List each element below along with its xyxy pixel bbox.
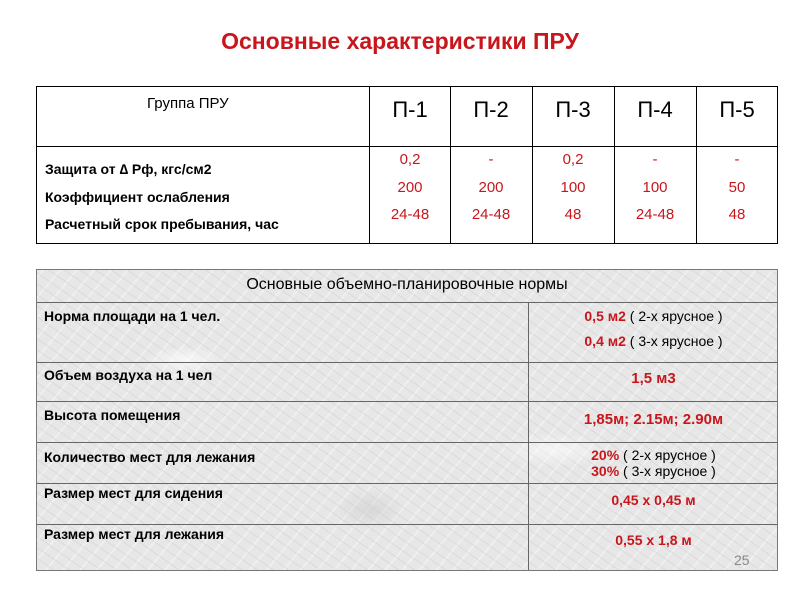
- norm-label-area: Норма площади на 1 чел.: [44, 308, 221, 324]
- norms-table-header: Основные объемно-планировочные нормы: [246, 276, 568, 293]
- norm-value-bed-size: 0,55 х 1,8 м: [615, 532, 692, 548]
- column-header-p2: П-2: [473, 97, 509, 122]
- cell-value: -: [734, 151, 740, 168]
- cell-value: 100: [642, 179, 668, 196]
- norm-note: ( 3-х ярусное ): [623, 463, 716, 479]
- cell-value: 0,2: [399, 151, 421, 168]
- norm-value: 30%: [591, 463, 620, 479]
- group-label: Группа ПРУ: [147, 95, 229, 112]
- norm-value: 0,4 м2: [584, 333, 626, 349]
- column-header-p3: П-3: [555, 97, 591, 122]
- cell-value: 100: [560, 179, 586, 196]
- norms-table: [36, 269, 778, 571]
- norm-label-bed-size: Размер мест для лежания: [44, 526, 225, 542]
- cell-value: 50: [728, 179, 746, 196]
- page-number: 25: [734, 552, 750, 568]
- row-label-attenuation: Коэффициент ослабления: [45, 189, 230, 205]
- row-label-stay-duration: Расчетный срок пребывания, час: [45, 216, 279, 232]
- row-divider: [37, 442, 777, 443]
- norm-note: ( 2-х ярусное ): [623, 447, 716, 463]
- row-label-protection: Защита от ∆ Рф, кгс/см2: [45, 161, 212, 177]
- row-divider: [37, 401, 777, 402]
- norm-label-air-volume: Объем воздуха на 1 чел: [44, 367, 213, 383]
- slide-title: Основные характеристики ПРУ: [221, 28, 579, 54]
- norm-value: 20%: [591, 447, 620, 463]
- column-header-p5: П-5: [719, 97, 755, 122]
- norm-label-lying-places: Количество мест для лежания: [44, 449, 256, 465]
- cell-value: 0,2: [562, 151, 584, 168]
- norm-note: ( 2-х ярусное ): [629, 308, 723, 324]
- norm-value-lying-2tier: [529, 447, 778, 463]
- column-header-p4: П-4: [637, 97, 673, 122]
- row-divider: [37, 146, 777, 147]
- cell-value: 48: [564, 206, 582, 223]
- norm-value-area-3tier: [529, 333, 778, 349]
- norm-label-seat-size: Размер мест для сидения: [44, 485, 223, 501]
- cell-value: 24-48: [471, 206, 511, 223]
- norm-label-room-height: Высота помещения: [44, 407, 181, 423]
- cell-value: -: [652, 151, 658, 168]
- cell-value: 200: [478, 179, 504, 196]
- cell-value: -: [488, 151, 494, 168]
- norm-value-area-2tier: [529, 308, 778, 324]
- norm-value: 0,5 м2: [584, 308, 626, 324]
- row-divider: [37, 362, 777, 363]
- norm-value-air-volume: 1,5 м3: [631, 370, 676, 387]
- cell-value: 200: [397, 179, 423, 196]
- cell-value: 24-48: [390, 206, 430, 223]
- row-divider: [37, 483, 777, 484]
- row-divider: [37, 524, 777, 525]
- norm-note: ( 3-х ярусное ): [629, 333, 723, 349]
- norm-value-seat-size: 0,45 х 0,45 м: [611, 492, 696, 508]
- norm-value-room-height: 1,85м; 2.15м; 2.90м: [583, 411, 724, 428]
- norm-value-lying-3tier: [529, 463, 778, 479]
- cell-value: 48: [728, 206, 746, 223]
- column-header-p1: П-1: [392, 97, 428, 122]
- row-divider: [37, 302, 777, 303]
- characteristics-table: [36, 86, 778, 244]
- cell-value: 24-48: [635, 206, 675, 223]
